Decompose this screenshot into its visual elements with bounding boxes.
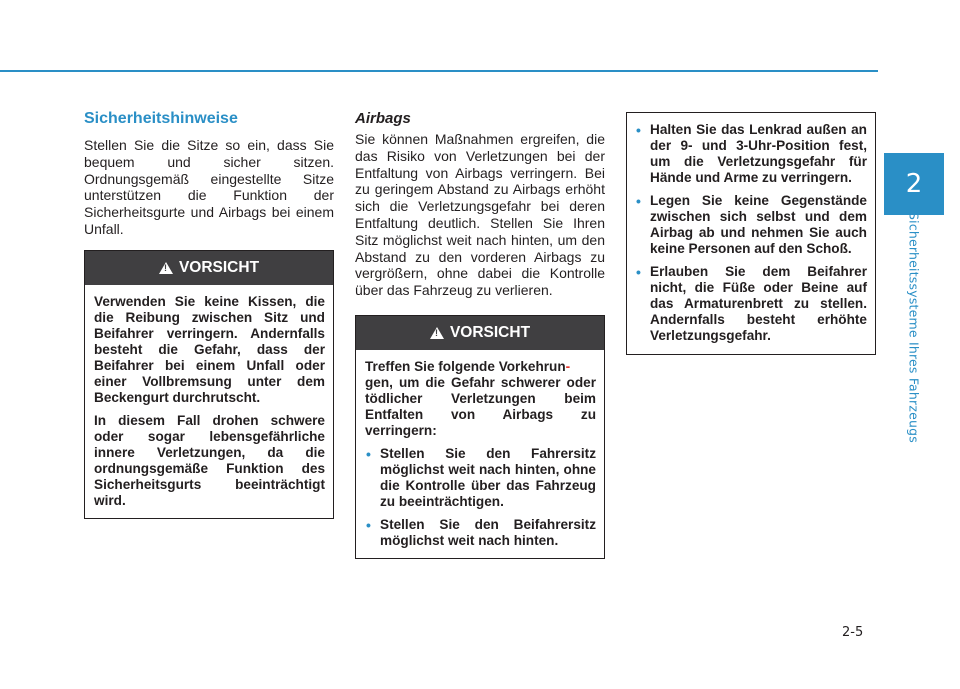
caution-intro-part: gen, um die Gefahr schwerer oder tödlicher Verletzungen beim Entfalten von Airbags zu verringern: [365, 374, 596, 438]
caution-title: VORSICHT [449, 323, 531, 341]
caution-intro [365, 359, 596, 439]
column-1 [84, 110, 334, 519]
caution-bullet-list [635, 122, 867, 344]
caution-body [356, 350, 604, 558]
list-item: • Stellen Sie den Beifahrersitz möglichst weit nach hinten. [365, 517, 596, 549]
chapter-title: Sicherheitssysteme Ihres Fahrzeugs [906, 212, 922, 444]
warning-triangle-icon [159, 262, 173, 274]
chapter-tab[interactable] [884, 153, 944, 215]
list-item: • Halten Sie das Lenkrad außen an der 9- und 3-Uhr-Position fest, um die Verletzungsgefahr für Hände und Arme zu verringern. [635, 122, 867, 186]
hyphen-mark: - [565, 358, 571, 374]
section-heading-airbags: Airbags [355, 110, 411, 127]
caution-body [85, 285, 333, 518]
caution-box-airbags [355, 315, 605, 559]
header-rule [0, 70, 878, 72]
caution-header [356, 316, 604, 350]
section-heading-safety: Sicherheitshinweise [84, 110, 238, 127]
caution-header [85, 251, 333, 285]
list-item: • Stellen Sie den Fahrersitz möglichst weit nach hinten, ohne die Kontrolle über das Fahrzeug zu beeinträchtigen. [365, 446, 596, 510]
safety-paragraph: Stellen Sie die Sitze so ein, dass Sie bequem und sicher sitzen. Ordnungsgemäß eingestellte Sitze unterstützen die Funktion der Sicherheitsgurte und Airbags bei einem Unfall. [84, 137, 334, 237]
list-item: • Erlauben Sie dem Beifahrer nicht, die Füße oder Beine auf das Armaturenbrett zu stellen. Andernfalls besteht erhöhte Verletzungsgefahr. [635, 264, 867, 344]
chapter-number: 2 [905, 169, 923, 199]
caution-intro-part: Treffen Sie folgende Vorkehrun [365, 358, 566, 374]
caution-title: VORSICHT [178, 258, 260, 276]
caution-paragraph: Verwenden Sie keine Kissen, die die Reibung zwischen Sitz und Beifahrer verringern. Andernfalls besteht die Gefahr, dass der Beifahrer bei einem Unfall oder einer Vollbremsung unter dem Beckengurt durchrutscht. [94, 293, 325, 405]
column-2 [355, 110, 605, 559]
caution-box-cushions [84, 250, 334, 519]
caution-continuation-box [626, 112, 876, 355]
list-item: • Legen Sie keine Gegenstände zwischen sich selbst und dem Airbag ab und nehmen Sie auch keine Personen auf den Schoß. [635, 193, 867, 257]
column-3 [626, 112, 876, 355]
airbags-paragraph: Sie können Maßnahmen ergreifen, die das Risiko von Verletzungen bei der Entfaltung von Airbags verringern. Bei zu geringem Abstand zu Airbags erhöht sich die Verletzungsgefahr bei deren Entfaltung deutlich. Stellen Sie Ihren Sitz möglichst weit nach hinten, um den Abstand zu den vorderen Airbags zu vergrößern, ohne dabei die Kontrolle über das Fahrzeug zu verlieren. [355, 131, 605, 299]
page-number: 2-5 [842, 625, 864, 640]
caution-bullet-list [365, 446, 596, 549]
caution-paragraph: In diesem Fall drohen schwere oder sogar lebensgefährliche innere Verletzungen, da die ordnungsgemäße Funktion des Sicherheitsgurts beeinträchtigt wird. [94, 412, 325, 508]
warning-triangle-icon [430, 327, 444, 339]
